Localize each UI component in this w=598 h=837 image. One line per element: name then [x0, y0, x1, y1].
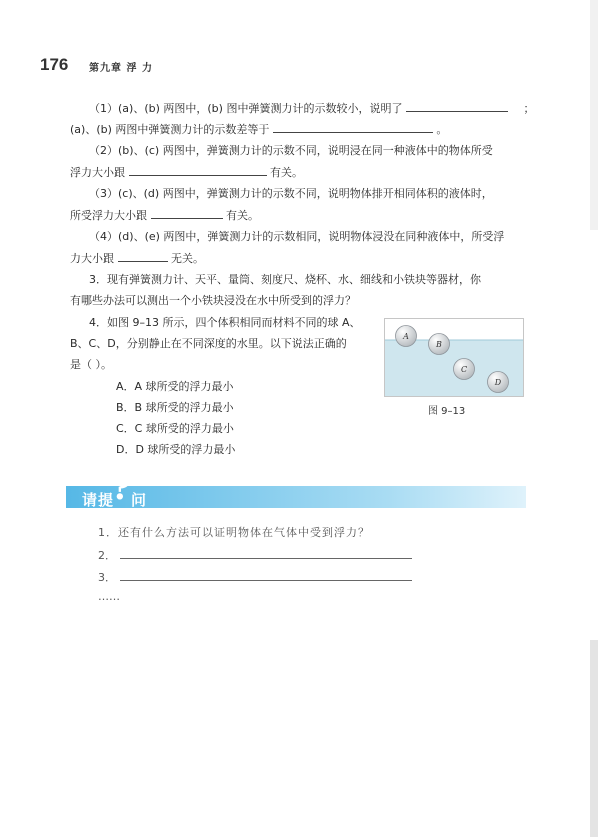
ball-c [454, 359, 475, 380]
problem-3-line-1: 3．现有弹簧测力计、天平、量筒、刻度尺、烧杯、水、细线和小铁块等器材，你 [89, 273, 481, 286]
ask-title-left: 请提 [82, 491, 115, 509]
option-c[interactable]: C．C 球所受的浮力最小 [116, 422, 234, 435]
figure-caption: 图 9–13 [428, 406, 466, 417]
question-mark-icon: ? [111, 468, 131, 508]
ball-a-label: A [403, 332, 409, 341]
ask-title-right: 问 [131, 491, 148, 509]
answer-blank[interactable] [406, 101, 508, 112]
ball-d-label: D [494, 378, 502, 387]
option-d[interactable]: D．D 球所受的浮力最小 [116, 443, 236, 456]
question-3-line-1: （3）(c)、(d) 两图中，弹簧测力计的示数不同，说明物体排开相同体积的液体时， [89, 187, 493, 200]
page-number: 176 [40, 55, 69, 74]
question-4-line-2: 力大小跟 无关。 [70, 252, 204, 265]
answer-blank[interactable] [118, 251, 168, 262]
page-edge-bottom [590, 640, 598, 837]
question-2-line-1: （2）(b)、(c) 两图中，弹簧测力计的示数不同，说明浸在同一种液体中的物体所受 [89, 144, 493, 157]
figure-svg [385, 319, 523, 396]
ball-c-label: C [460, 365, 468, 374]
option-a[interactable]: A．A 球所受的浮力最小 [116, 380, 234, 393]
question-3-line-2: 所受浮力大小跟 有关。 [70, 209, 259, 222]
problem-4-line-3: 是（ ）。 [70, 358, 112, 371]
ball-a [396, 326, 417, 347]
question-1-line-1: （1）(a)、(b) 两图中，(b) 图中弹簧测力计的示数较小，说明了 ； [89, 102, 535, 115]
problem-3-line-2: 有哪些办法可以测出一个小铁块浸没在水中所受到的浮力？ [70, 294, 356, 307]
problem-4-line-2: B、C、D，分别静止在不同深度的水里。以下说法正确的 [70, 337, 347, 350]
ball-d [488, 372, 509, 393]
chapter-title: 第九章 浮 力 [89, 63, 153, 74]
answer-blank[interactable] [129, 165, 267, 176]
option-b[interactable]: B．B 球所受的浮力最小 [116, 401, 234, 414]
ask-ellipsis: …… [98, 590, 120, 603]
ask-line-3: 3． [98, 570, 412, 585]
question-4-line-1: （4）(d)、(e) 两图中，弹簧测力计的示数相同，说明物体浸没在同种液体中，所受浮 [89, 230, 505, 243]
ask-line-2: 2． [98, 548, 412, 563]
answer-blank[interactable] [120, 548, 412, 559]
problem-4-line-1: 4．如图 9–13 所示，四个体积相同而材料不同的球 A、 [89, 316, 361, 329]
answer-blank[interactable] [151, 208, 223, 219]
figure-water-tank [384, 318, 524, 397]
ball-b [429, 334, 450, 355]
page-edge-top [590, 0, 598, 230]
ask-line-1: 1．还有什么方法可以证明物体在气体中受到浮力？ [98, 526, 370, 539]
question-1-line-2: (a)、(b) 两图中弹簧测力计的示数差等于 。 [70, 123, 448, 136]
answer-blank[interactable] [120, 570, 412, 581]
question-2-line-2: 浮力大小跟 有关。 [70, 166, 303, 179]
answer-blank[interactable] [273, 122, 433, 133]
ball-b-label: B [436, 340, 442, 349]
